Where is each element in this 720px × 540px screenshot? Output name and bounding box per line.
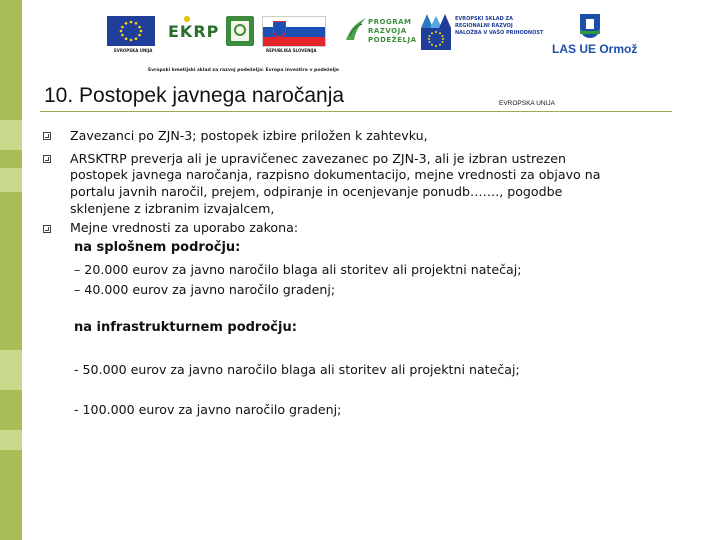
infrastructure-item-2: - 100.000 eurov za javno naročilo gradenj; (74, 402, 342, 417)
prp-line-2: RAZVOJA (368, 27, 407, 35)
checkbox-bullet-icon (43, 132, 51, 140)
prp-line-3: PODEŽELJA (368, 36, 417, 44)
bullet-text-2-line-1: ARSKTRP preverja ali je upravičenec zavezanec po ZJN-3, ali je izbran ustrezen (70, 151, 567, 166)
bullet-text-2-line-2: postopek javnega naročanja, razpisno dokumentacijo, mejne vrednosti za objavo na (70, 167, 601, 182)
prp-logo (342, 12, 417, 56)
general-heading: na splošnem področju: (74, 240, 241, 255)
eu-flag-logo (107, 16, 155, 46)
funding-line: Evropski kmetijski sklad za razvoj podeželja: Evropa investira v podeželje (148, 68, 339, 73)
ekrp-text: EKRP (168, 22, 220, 41)
eu-regional-logo (421, 14, 555, 107)
checkbox-bullet-icon (43, 225, 51, 233)
eu-regional-line-3: REGIONALNI RAZVOJ (455, 23, 513, 29)
slovenia-flag-logo (262, 16, 326, 47)
ekrp-logo (166, 14, 220, 48)
title-underline (40, 111, 672, 112)
infrastructure-heading: na infrastrukturnem področju: (74, 320, 297, 335)
ormoz-shield-icon (580, 14, 600, 38)
eu-regional-line-1: EVROPSKA UNIJA (499, 100, 555, 107)
slide-title: 10. Postopek javnega naročanja (44, 84, 345, 107)
las-ue-ormoz-text: LAS UE Ormož (552, 42, 638, 56)
slovenia-flag-caption: REPUBLIKA SLOVENIJA (266, 48, 317, 53)
bird-icon (344, 16, 368, 42)
leader-logo (226, 16, 254, 46)
bullet-text-1: Zavezanci po ZJN-3; postopek izbire priložen k zahtevku, (70, 128, 428, 143)
eu-regional-line-2: EVROPSKI SKLAD ZA (455, 16, 514, 22)
general-item-1: – 20.000 eurov za javno naročilo blaga ali storitev ali projektni natečaj; (74, 262, 522, 277)
eu-regional-flag-icon (421, 28, 451, 50)
general-item-2: – 40.000 eurov za javno naročilo gradenj; (74, 282, 336, 297)
eu-regional-shape-icon (421, 14, 451, 28)
las-ue-ormoz-logo (552, 14, 642, 60)
eu-regional-line-4: NALOŽBA V VAŠO PRIHODNOST (455, 30, 544, 36)
eu-flag-caption: EVROPSKA UNIJA (114, 48, 153, 53)
ekrp-star-icon (184, 16, 190, 22)
bullet-text-3: Mejne vrednosti za uporabo zakona: (70, 220, 299, 235)
bullet-text-2-line-3: portalu javnih naročil, prejem, odpiranje in ocenjevanje ponudb……., pogodbe (70, 184, 563, 199)
infrastructure-item-1: - 50.000 eurov za javno naročilo blaga ali storitev ali projektni natečaj; (74, 362, 520, 377)
bullet-text-2-line-4: sklenjene z izbranim izvajalcem, (70, 201, 275, 216)
left-accent-bar (0, 0, 22, 540)
leader-mark-icon (234, 24, 246, 36)
checkbox-bullet-icon (43, 155, 51, 163)
slovenia-coat-of-arms-icon (273, 21, 286, 37)
prp-line-1: PROGRAM (368, 18, 412, 26)
